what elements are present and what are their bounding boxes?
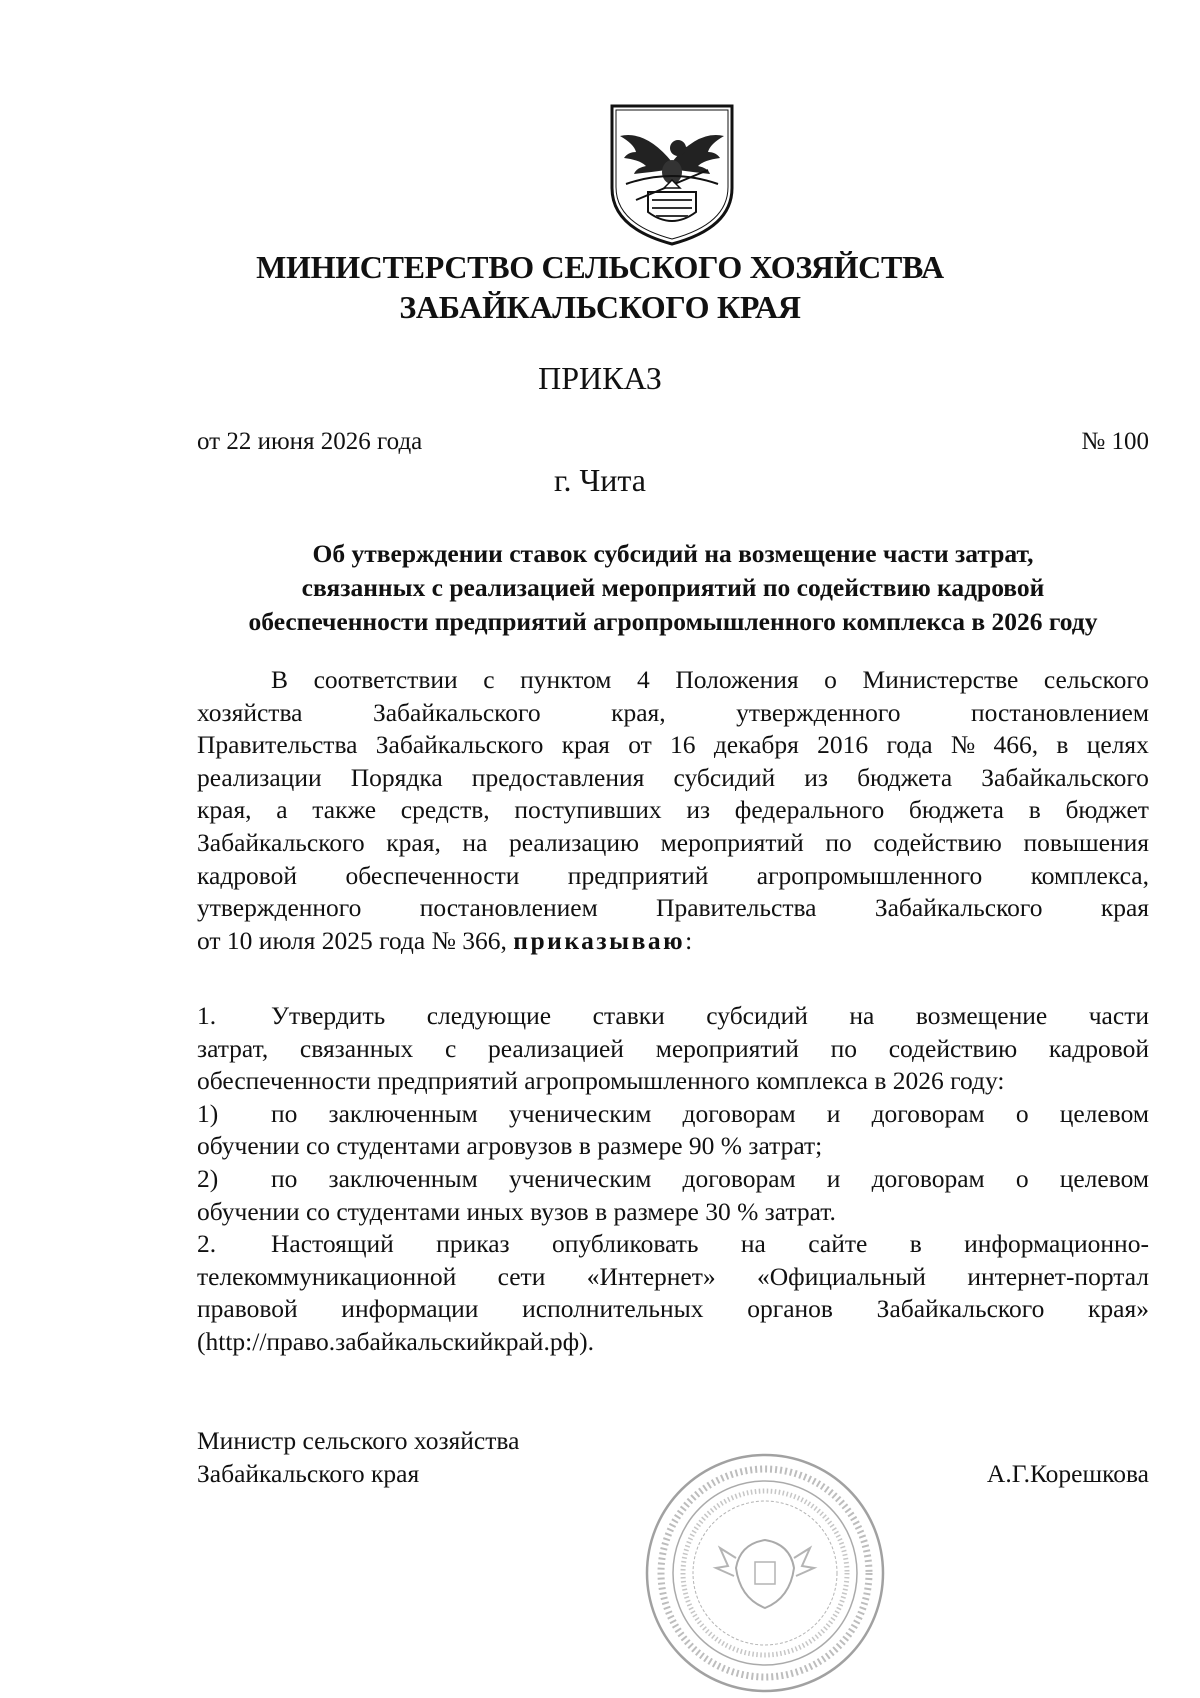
preamble-line: кадровой обеспеченности предприятий агропромышленного комплекса, (197, 860, 1149, 890)
item-2-line: 2. Настоящий приказ опубликовать на сайте в информационно- (197, 1228, 1149, 1261)
subject-line: связанных с реализацией мероприятий по содействию кадровой (301, 573, 1045, 602)
signatory-position-line: Забайкальского края (197, 1459, 420, 1488)
preamble-line: реализации Порядка предоставления субсидий из бюджета Забайкальского (197, 762, 1149, 792)
order-directive-word: приказываю (513, 925, 686, 955)
subject-line: обеспеченности предприятий агропромышленного комплекса в 2026 году (248, 607, 1098, 636)
subitem-1-line: обучении со студентами агровузов в размере 90 % затрат; (197, 1131, 823, 1161)
order-city: г. Чита (553, 462, 646, 498)
ministry-name-line1: МИНИСТЕРСТВО СЕЛЬСКОГО ХОЗЯЙСТВА (256, 249, 944, 285)
order-number: № 100 (1081, 428, 1149, 455)
signatory-name: А.Г.Корешкова (986, 1459, 1149, 1488)
preamble-line: В соответствии с пунктом 4 Положения о Министерстве сельского (271, 665, 1149, 694)
preamble-paragraph (197, 664, 1149, 957)
preamble-line: края, а также средств, поступивших из федерального бюджета в бюджет (197, 795, 1149, 825)
order-items (197, 1000, 1149, 1359)
preamble-line: Забайкальского края, на реализацию мероприятий по содействию повышения (197, 827, 1149, 857)
item-number: 1) (197, 1098, 219, 1128)
item-1-line: 1. Утвердить следующие ставки субсидий на возмещение части (197, 1000, 1149, 1033)
order-subject (197, 537, 1149, 639)
subitem-2-line: 2) по заключенным ученическим договорам и договорам о целевом (197, 1163, 1149, 1196)
item-2-line: телекоммуникационной сети «Интернет» «Официальный интернет-портал (197, 1261, 1149, 1291)
coat-of-arms-icon (606, 100, 738, 248)
item-number: 2. (197, 1229, 217, 1259)
subject-line: Об утверждении ставок субсидий на возмещение части затрат, (312, 539, 1034, 568)
item-1-line: обеспеченности предприятий агропромышленного комплекса в 2026 году: (197, 1066, 1005, 1096)
item-1-line: затрат, связанных с реализацией мероприятий по содействию кадровой (197, 1033, 1149, 1063)
item-2-url-line: (http://право.забайкальскийкрай.рф). (197, 1326, 594, 1356)
subitem-1-line: 1) по заключенным ученическим договорам и договорам о целевом (197, 1098, 1149, 1131)
order-date: от 22 июня 2026 года (197, 428, 423, 455)
subitem-2-line: обучении со студентами иных вузов в размере 30 % затрат. (197, 1196, 836, 1226)
preamble-line: Правительства Забайкальского края от 16 декабря 2016 года № 466, в целях (197, 730, 1149, 760)
preamble-line: утвержденного постановлением Правительства Забайкальского края (197, 893, 1149, 923)
seal-stamp-icon (640, 1448, 890, 1698)
signatory-position-line: Министр сельского хозяйства (197, 1426, 520, 1455)
item-number: 1. (197, 1001, 217, 1030)
signatory-position (197, 1424, 519, 1490)
item-number: 2) (197, 1163, 219, 1193)
document-type: ПРИКАЗ (538, 360, 662, 396)
preamble-last-line: от 10 июля 2025 года № 366, приказываю: (197, 925, 693, 955)
preamble-line: хозяйства Забайкальского края, утвержденного постановлением (197, 697, 1149, 727)
item-2-line: правовой информации исполнительных органов Забайкальского края» (197, 1294, 1149, 1324)
ministry-name-line2: ЗАБАЙКАЛЬСКОГО КРАЯ (399, 289, 801, 325)
